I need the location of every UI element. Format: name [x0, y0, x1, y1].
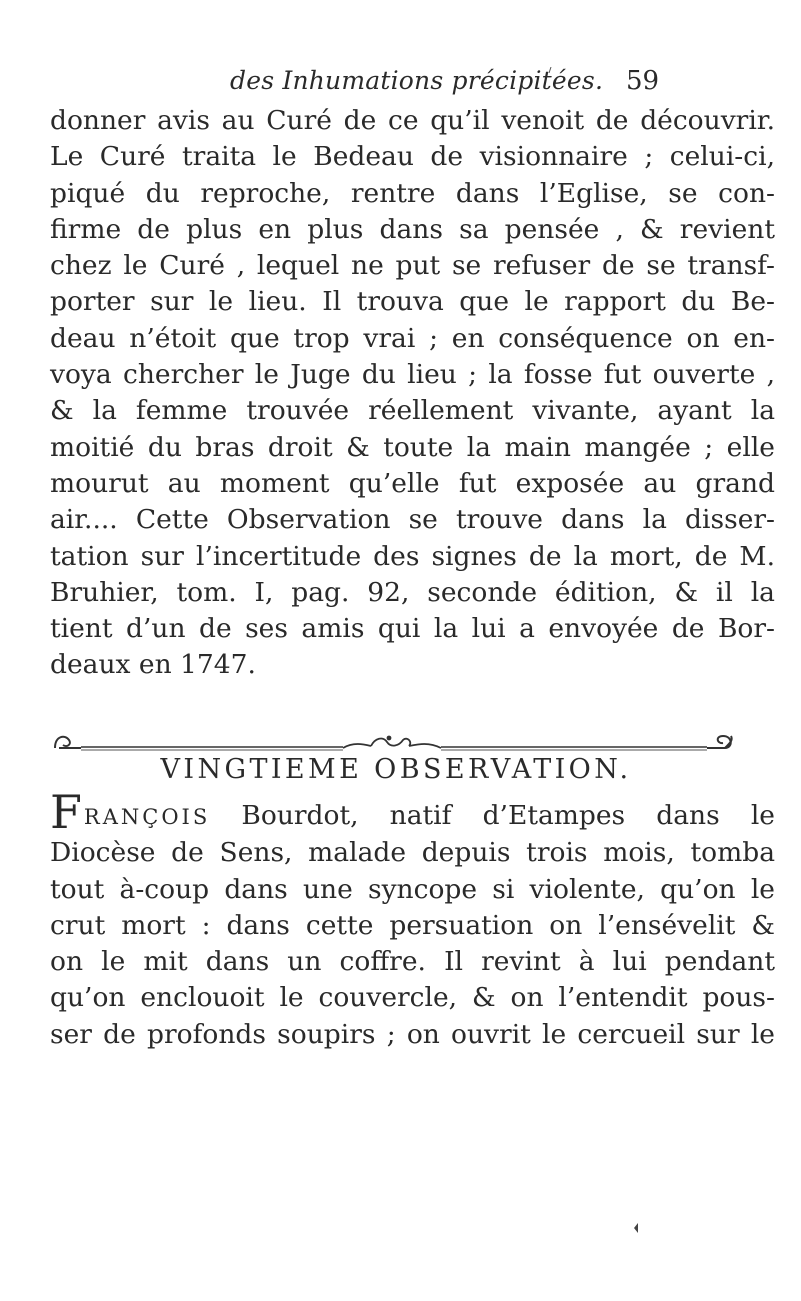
text-line: piqué du reproche, rentre dans l’Eglise, se con-: [50, 177, 775, 209]
ink-speck: [633, 1218, 639, 1228]
section-heading: VINGTIEME OBSERVATION.: [160, 754, 632, 785]
small-caps-word: RANÇOIS: [83, 805, 211, 829]
paragraph-1: [50, 103, 775, 684]
text-line: tient d’un de ses amis qui la lui a envoyée de Bor-: [50, 613, 775, 645]
text-line: mourut au moment qu’elle fut exposée au grand: [50, 467, 775, 499]
ink-speck: [548, 58, 552, 64]
running-head: [0, 66, 801, 102]
page-number: 59: [626, 66, 660, 96]
ornamental-rule: [53, 732, 735, 752]
text-line: air.... Cette Observation se trouve dans la disser-: [50, 504, 775, 536]
text-line: moitié du bras droit & toute la main mangée ; elle: [50, 431, 775, 463]
text-line-first: [50, 785, 775, 839]
text-line: ser de profonds soupirs ; on ouvrit le cercueil sur le: [50, 1018, 775, 1050]
text-line: chez le Curé , lequel ne put se refuser de se transf-: [50, 250, 775, 282]
paragraph-2: [50, 785, 775, 1053]
text-line: Bruhier, tom. I, pag. 92, seconde édition, & il la: [50, 576, 775, 608]
text-line: deaux en 1747.: [50, 649, 256, 681]
text-line: porter sur le lieu. Il trouva que le rapport du Be-: [50, 286, 775, 318]
text-line: Diocèse de Sens, malade depuis trois mois, tomba: [50, 837, 775, 869]
drop-cap: F: [50, 785, 82, 839]
running-title: des Inhumations précipitées.: [230, 66, 604, 95]
text-line: deau n’étoit que trop vrai ; en conséquence on en-: [50, 322, 775, 354]
first-line-text: Bourdot, natif d’Etampes dans le: [241, 800, 775, 831]
text-line: tation sur l’incertitude des signes de la mort, de M.: [50, 540, 775, 572]
text-line: on le mit dans un coffre. Il revint à lui pendant: [50, 946, 775, 978]
text-line: donner avis au Curé de ce qu’il venoit de découvrir.: [50, 105, 775, 136]
text-line: crut mort : dans cette persuation on l’ensévelit &: [50, 909, 775, 941]
text-line: Le Curé traita le Bedeau de visionnaire ; celui-ci,: [50, 141, 775, 173]
text-line: voya chercher le Juge du lieu ; la fosse fut ouverte ,: [50, 359, 775, 391]
text-line: & la femme trouvée réellement vivante, ayant la: [50, 395, 775, 427]
text-line: qu’on enclouoit le couvercle, & on l’entendit pous-: [50, 982, 775, 1014]
text-line: tout à-coup dans une syncope si violente, qu’on le: [50, 873, 775, 905]
text-line: firme de plus en plus dans sa pensée , & revient: [50, 213, 775, 245]
